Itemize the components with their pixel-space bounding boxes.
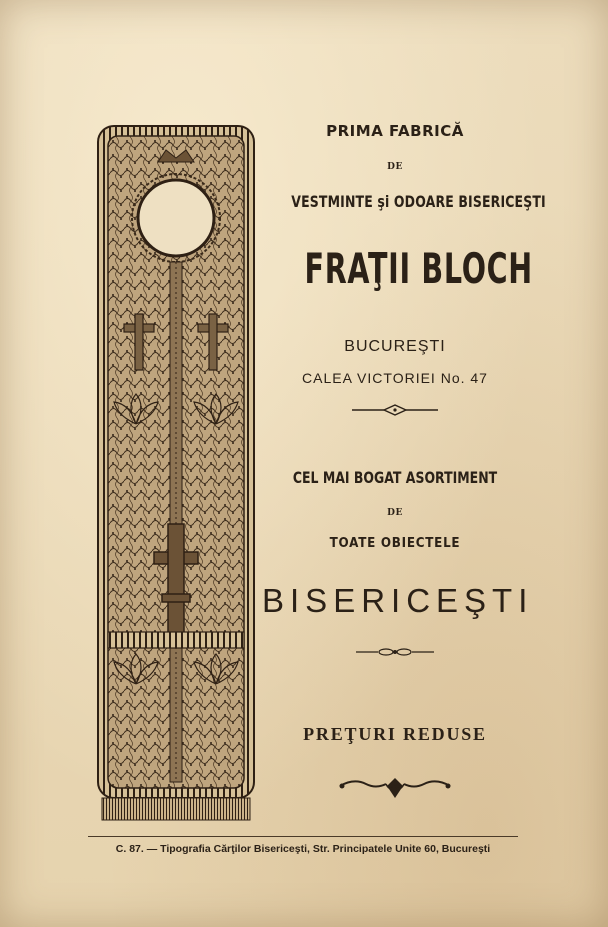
printer-imprint: C. 87. — Tipografia Cărţilor Bisericeşti, Str. Principatele Unite 60, Bucureşti	[115, 843, 491, 855]
all-objects: TOATE OBIECTELE	[329, 536, 461, 551]
ornament-flourish	[262, 774, 528, 804]
footer-rule	[88, 836, 518, 837]
connector-de: DE	[387, 162, 403, 172]
city: BUCUREŞTI	[344, 338, 446, 355]
church-items-title: BISERICEŞTI	[262, 582, 534, 619]
connector-de-2: DE	[387, 508, 403, 518]
headline-first-factory: PRIMA FABRICĂ	[326, 122, 464, 140]
product-line: VESTMINTE şi ODOARE BISERICEŞTI	[291, 192, 546, 211]
vestment-illustration	[96, 124, 256, 824]
company-name: FRAŢII BLOCH	[304, 244, 533, 293]
ornament-divider-1	[262, 404, 528, 416]
reduced-prices: PREŢURI REDUSE	[303, 724, 487, 744]
assortment-headline: CEL MAI BOGAT ASORTIMENT	[292, 468, 498, 487]
street-address: CALEA VICTORIEI No. 47	[302, 370, 488, 386]
ornament-divider-2	[262, 646, 528, 658]
